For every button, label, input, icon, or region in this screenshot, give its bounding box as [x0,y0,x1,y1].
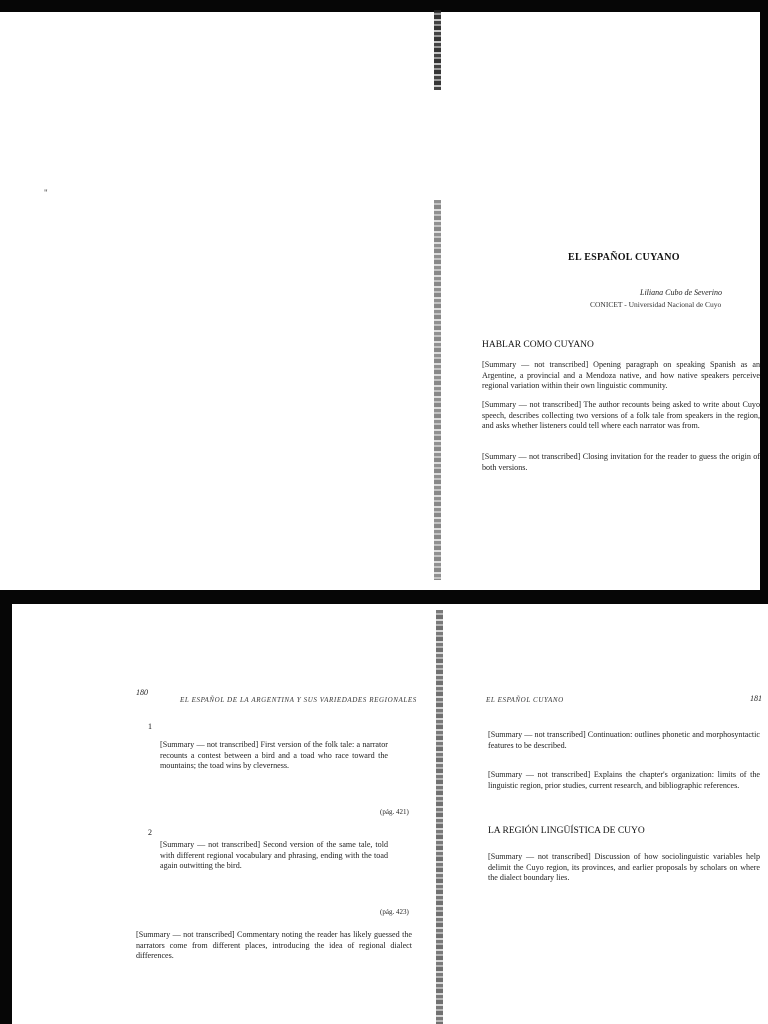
scan-bottom-gutter [436,610,443,1024]
scan-bottom-top-edge [0,590,768,604]
paragraph: [Summary — not transcribed] Explains the chapter's organization: limits of the linguistic region, prior studies, current research, and bibliographic references. [488,770,760,790]
scan-top-dark-edge [0,0,768,12]
paragraph: [Summary — not transcribed] Discussion of how sociolinguistic variables help delimit the Cuyo region, its provinces, and earlier proposals by scholars on where the dialect boundary lies. [488,852,760,882]
scan-top-right-edge [760,0,768,590]
page-number-right: 181 [750,694,762,703]
paragraph: [Summary — not transcribed] Continuation: outlines phonetic and morphosyntactic features to be described. [488,730,760,750]
excerpt-text: [Summary — not transcribed] First version of the folk tale: a narrator recounts a contest between a bird and a toad who race toward the mountains; the toad wins by cleverness. [160,740,388,770]
bottom-spread-scan [0,590,768,1024]
excerpt-marker: 2 [148,828,152,837]
paragraph: [Summary — not transcribed] The author recounts being asked to write about Cuyo speech, describes collecting two versions of a folk tale from speakers in the region, and asks whether listeners could tell where each narrator was from. [482,400,760,430]
paragraph: [Summary — not transcribed] Closing invitation for the reader to guess the origin of both versions. [482,452,760,472]
paragraph: [Summary — not transcribed] Opening paragraph on speaking Spanish as an Argentine, a provincial and a Mendoza native, and how native speakers perceive regional variation within their own linguistic community. [482,360,760,390]
scan-top-gutter-lower [434,200,441,580]
excerpt-text: [Summary — not transcribed] Second version of the same tale, told with different regional vocabulary and phrasing, ending with the toad again outwitting the bird. [160,840,388,870]
stray-mark: " [44,188,48,198]
citation: (pág. 423) [380,908,409,916]
commentary: [Summary — not transcribed] Commentary noting the reader has likely guessed the narrators come from different places, introducing the idea of regional dialect differences. [136,930,412,960]
page-number-left: 180 [136,688,148,697]
running-head-right: EL ESPAÑOL CUYANO [486,696,564,704]
excerpt-marker: 1 [148,722,152,731]
citation: (pág. 421) [380,808,409,816]
article-title: EL ESPAÑOL CUYANO [568,252,680,263]
article-author: Liliana Cubo de Severino [640,288,722,297]
running-head-left: EL ESPAÑOL DE LA ARGENTINA Y SUS VARIEDADES REGIONALES [180,696,417,704]
section-heading: LA REGIÓN LINGÜÍSTICA DE CUYO [488,826,645,836]
section-heading: HABLAR COMO CUYANO [482,340,594,350]
scan-bottom-left-edge [0,590,12,1024]
scan-top-gutter [434,10,441,90]
author-affiliation: CONICET - Universidad Nacional de Cuyo [590,300,722,309]
